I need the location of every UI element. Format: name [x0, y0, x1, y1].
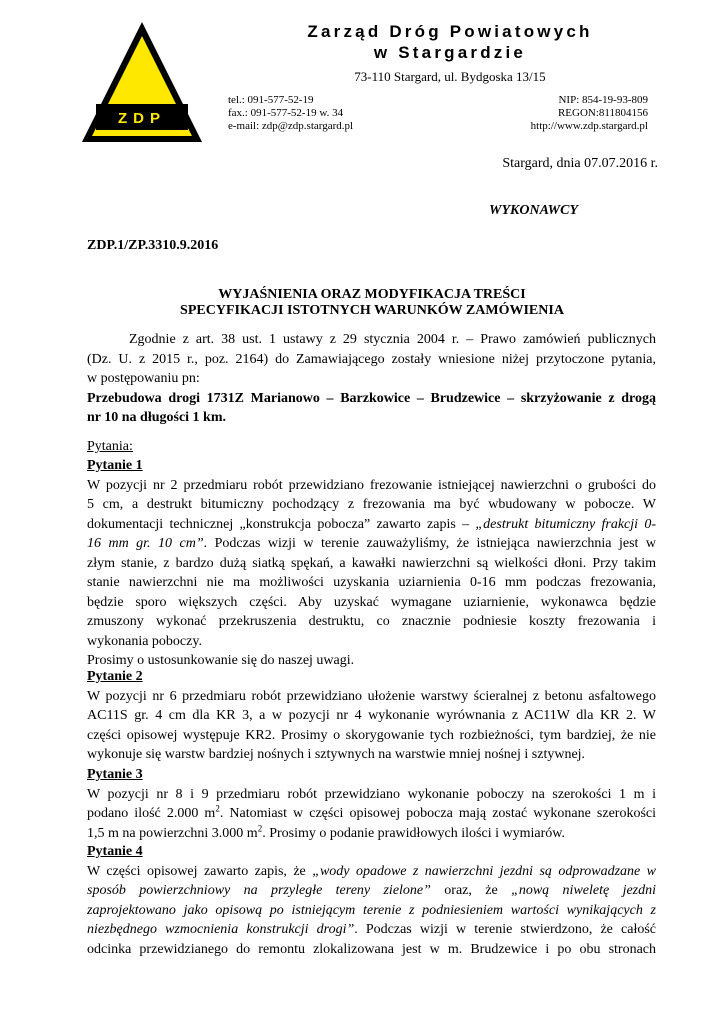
question-line: podano ilość 2.000 $m^2$. Natomiast w części opisowej pobocza mają zostać wykonane szerokości [87, 803, 657, 821]
regon: REGON:811804156 [557, 107, 648, 119]
question-line: odcinka przewidzianego do remontu zlokalizowana jest w m. Brudzewice i po obu stronach [87, 941, 656, 957]
question-line: 16 mm gr. 10 cm”. Podczas wizji w terenie zauważyliśmy, że istniejąca nawierzchnia jest w [87, 536, 656, 551]
question-4 [87, 842, 656, 959]
zdp-logo [78, 18, 206, 146]
question-line: zmuszony wykonać przekruszenia destruktu, co znacznie podniesie koszty frezowania i [87, 614, 656, 629]
recipients: WYKONAWCY [489, 203, 578, 218]
question-line: zaprojektowano jako opisową po istniejącym terenie z podniesieniem wartości wynikających z [87, 902, 656, 918]
question-line: W części opisowej zawarto zapis, że „wody opadowe z nawierzchni jezdni są odprowadzane w [87, 863, 657, 879]
question-line: sposób powierzchniowy na przyległe tereny zielone” oraz, że „nową niweletę jezdni [87, 883, 657, 898]
question-4-heading: Pytanie 4 [87, 844, 143, 859]
org-name-line1: Zarząd Dróg Powiatowych [307, 22, 593, 41]
intro-line: (Dz. U. z 2015 r., poz. 2164) do Zamawiającego zostały wniesione niżej przytoczone pytania, [87, 351, 656, 367]
contact-right [531, 94, 648, 133]
question-1 [87, 456, 656, 671]
org-address: 73-110 Stargard, ul. Bydgoska 13/15 [354, 69, 546, 84]
question-line: wykonania poboczy. [87, 633, 202, 649]
question-2 [87, 667, 656, 765]
question-line: dokumentacji technicznej „konstrukcja pobocza” zawarto zapis – „destrukt bitumiczny frakcji 0- [87, 516, 656, 532]
reference-number: ZDP.1/ZP.3310.9.2016 [87, 238, 219, 253]
contact-left [228, 94, 353, 133]
question-line: wykonuje się warstw bardziej nośnych i sztywnych na warstwie mniej nośnej i sztywnej. [87, 747, 586, 762]
nip: NIP: 854-19-93-809 [558, 94, 648, 106]
fax: fax.: 091-577-52-19 w. 34 [228, 107, 344, 119]
logo-text: ZDP [118, 110, 166, 127]
question-line: stanie nawierzchni nie ma możliwości uzyskania uziarnienia 0-16 mm podczas frezowania, [87, 575, 656, 590]
intro-line: w postępowaniu pn: [87, 371, 200, 386]
question-line: Prosimy o ustosunkowanie się do naszej uwagi. [87, 653, 355, 668]
question-line: niezbędnego wzmocnienia konstrukcji drogi”. Podczas wizji w terenie stwierdzono, że całość [87, 922, 656, 937]
question-line: AC11S gr. 4 cm dla KR 3, a w pozycji nr 4 wykonanie wyrównania z AC11W dla KR 2. W [87, 708, 656, 723]
org-name-line2: w Stargardzie [373, 43, 527, 62]
question-2-heading: Pytanie 2 [87, 669, 143, 684]
intro-paragraph [87, 330, 656, 428]
intro-line: Zgodnie z art. 38 ust. 1 ustawy z 29 stycznia 2004 r. – Prawo zamówień publicznych [129, 332, 656, 347]
question-3 [87, 765, 656, 843]
tel: tel.: 091-577-52-19 [228, 94, 314, 106]
title-line1: WYJAŚNIENIA ORAZ MODYFIKACJA TREŚCI [218, 287, 526, 302]
question-line: złym stanie, z bardzo dużą siatką spękań, a kawałki nawierzchni są wielkości dłoni. Przy takim [87, 555, 656, 571]
website[interactable]: http://www.zdp.stargard.pl [530, 120, 648, 132]
question-line: 5 cm, a destrukt bitumiczny pochodzący z frezowania ma być wbudowany w pobocze. W [87, 497, 656, 512]
question-line: 1,5 m na powierzchni 3.000 $m^2$. Prosimy o podanie prawidłowych ilości i wymiarów. [87, 822, 565, 841]
email[interactable]: e-mail: zdp@zdp.stargard.pl [228, 120, 354, 132]
question-line: W pozycji nr 8 i 9 przedmiaru robót przewidziano wykonanie poboczy na szerokości 1 m i [87, 786, 656, 802]
question-line: części opisowej występuje KR2. Prosimy o skorygowanie tych rozbieżności, tym bardziej, że nie [87, 727, 656, 743]
question-line: W pozycji nr 6 przedmiaru robót przewidziano ułożenie warstwy ścieralnej z betonu asfaltowego [87, 688, 656, 704]
question-1-heading: Pytanie 1 [87, 458, 143, 473]
question-line: będzie sporo większych części. Aby uzyskać wymagane uziarnienie, wykonawca będzie [87, 594, 656, 610]
title-line2: SPECYFIKACJI ISTOTNYCH WARUNKÓW ZAMÓWIENIA [180, 303, 564, 318]
question-3-heading: Pytanie 3 [87, 767, 143, 782]
questions-heading: Pytania: [87, 439, 133, 454]
question-line: W pozycji nr 2 przedmiaru robót przewidziano frezowanie istniejącej nawierzchni o grubości do [87, 477, 656, 493]
project-name-line2: nr 10 na długości 1 km. [87, 410, 226, 425]
date-line: Stargard, dnia 07.07.2016 r. [502, 156, 658, 171]
project-name-line1: Przebudowa drogi 1731Z Marianowo – Barzkowice – Brudzewice – skrzyżowanie z drogą [87, 390, 656, 406]
